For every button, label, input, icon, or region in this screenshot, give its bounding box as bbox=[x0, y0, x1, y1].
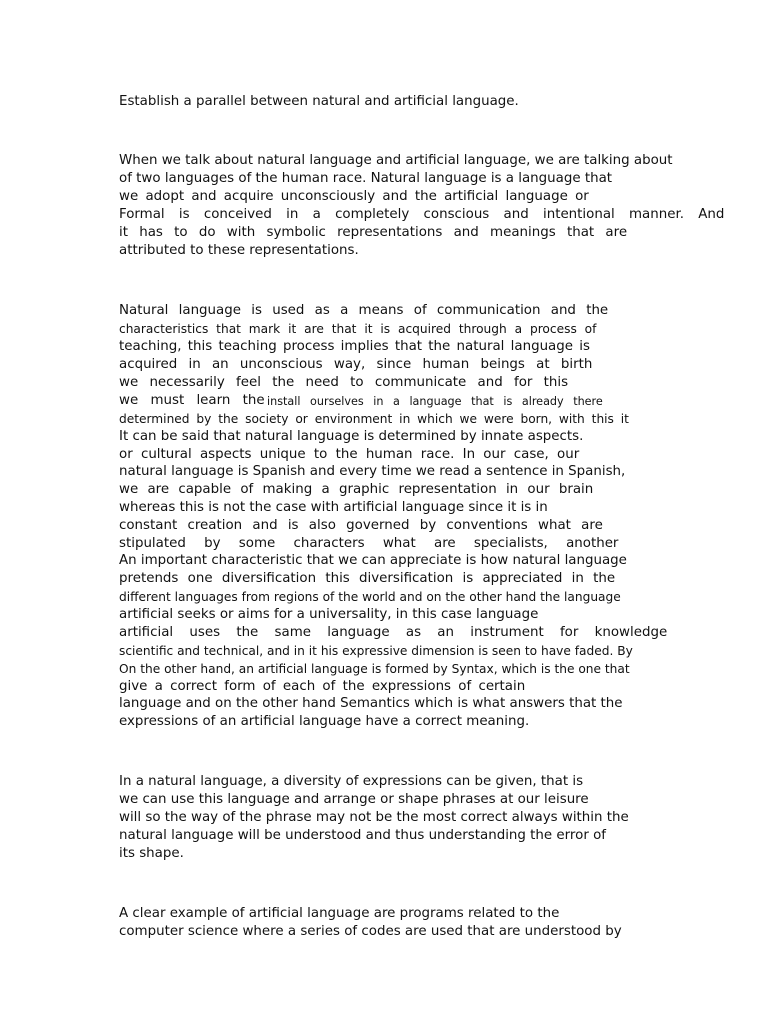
p2-line: determined by the society or environment in which we were born, with this it bbox=[119, 412, 629, 426]
p3-line: its shape. bbox=[119, 846, 184, 861]
p3-line: In a natural language, a diversity of expressions can be given, that is bbox=[119, 774, 584, 789]
p2-line: pretends one diversification this diversification is appreciated in the bbox=[119, 571, 616, 586]
p2-line: characteristics that mark it are that it is acquired through a process of bbox=[119, 322, 597, 336]
p1-line: we adopt and acquire unconsciously and the artificial language or bbox=[119, 189, 589, 204]
p2-line: scientific and technical, and in it his expressive dimension is seen to have faded. By bbox=[119, 644, 633, 658]
p2-line: It can be said that natural language is determined by innate aspects. bbox=[119, 429, 584, 444]
p3-line: will so the way of the phrase may not be the most correct always within the bbox=[119, 810, 629, 825]
p2-line: expressions of an artificial language have a correct meaning. bbox=[119, 714, 530, 729]
p1-line: attributed to these representations. bbox=[119, 243, 359, 258]
p2-line: acquired in an unconscious way, since human beings at birth bbox=[119, 357, 593, 372]
p2-line: or cultural aspects unique to the human race. In our case, our bbox=[119, 447, 580, 462]
p4-line: A clear example of artificial language are programs related to the bbox=[119, 906, 560, 921]
p1-line: Formal is conceived in a completely conscious and intentional manner. And bbox=[119, 207, 725, 222]
p2-line: artificial seeks or aims for a universality, in this case language bbox=[119, 607, 539, 622]
p2-line: artificial uses the same language as an instrument for knowledge bbox=[119, 625, 668, 640]
p2-line: we necessarily feel the need to communicate and for this bbox=[119, 375, 569, 390]
p2-line: An important characteristic that we can appreciate is how natural language bbox=[119, 553, 627, 568]
p2-line: different languages from regions of the world and on the other hand the language bbox=[119, 590, 621, 604]
p2-line: On the other hand, an artificial language is formed by Syntax, which is the one that bbox=[119, 662, 630, 676]
p2-line: constant creation and is also governed by conventions what are bbox=[119, 518, 603, 533]
p2-line: language and on the other hand Semantics which is what answers that the bbox=[119, 696, 623, 711]
p3-line: natural language will be understood and thus understanding the error of bbox=[119, 828, 606, 843]
p3-line: we can use this language and arrange or shape phrases at our leisure bbox=[119, 792, 589, 807]
p4-line: computer science where a series of codes are used that are understood by bbox=[119, 924, 622, 939]
p2-line: give a correct form of each of the expressions of certain bbox=[119, 679, 526, 694]
p2-line-small: install ourselves in a language that is already there bbox=[267, 395, 603, 408]
p2-line: we are capable of making a graphic representation in our brain bbox=[119, 482, 594, 497]
p1-line: When we talk about natural language and artificial language, we are talking about bbox=[119, 153, 673, 168]
p2-line: we must learn the bbox=[119, 393, 265, 408]
p2-line: teaching, this teaching process implies that the natural language is bbox=[119, 339, 590, 354]
p2-line: Natural language is used as a means of communication and the bbox=[119, 303, 609, 318]
p2-line: stipulated by some characters what are specialists, another bbox=[119, 536, 619, 551]
p1-line: it has to do with symbolic representations and meanings that are bbox=[119, 225, 628, 240]
document-title: Establish a parallel between natural and artificial language. bbox=[119, 94, 519, 109]
p1-line: of two languages of the human race. Natural language is a language that bbox=[119, 171, 613, 186]
p2-line: natural language is Spanish and every time we read a sentence in Spanish, bbox=[119, 464, 626, 479]
p2-line: whereas this is not the case with artificial language since it is in bbox=[119, 500, 548, 515]
